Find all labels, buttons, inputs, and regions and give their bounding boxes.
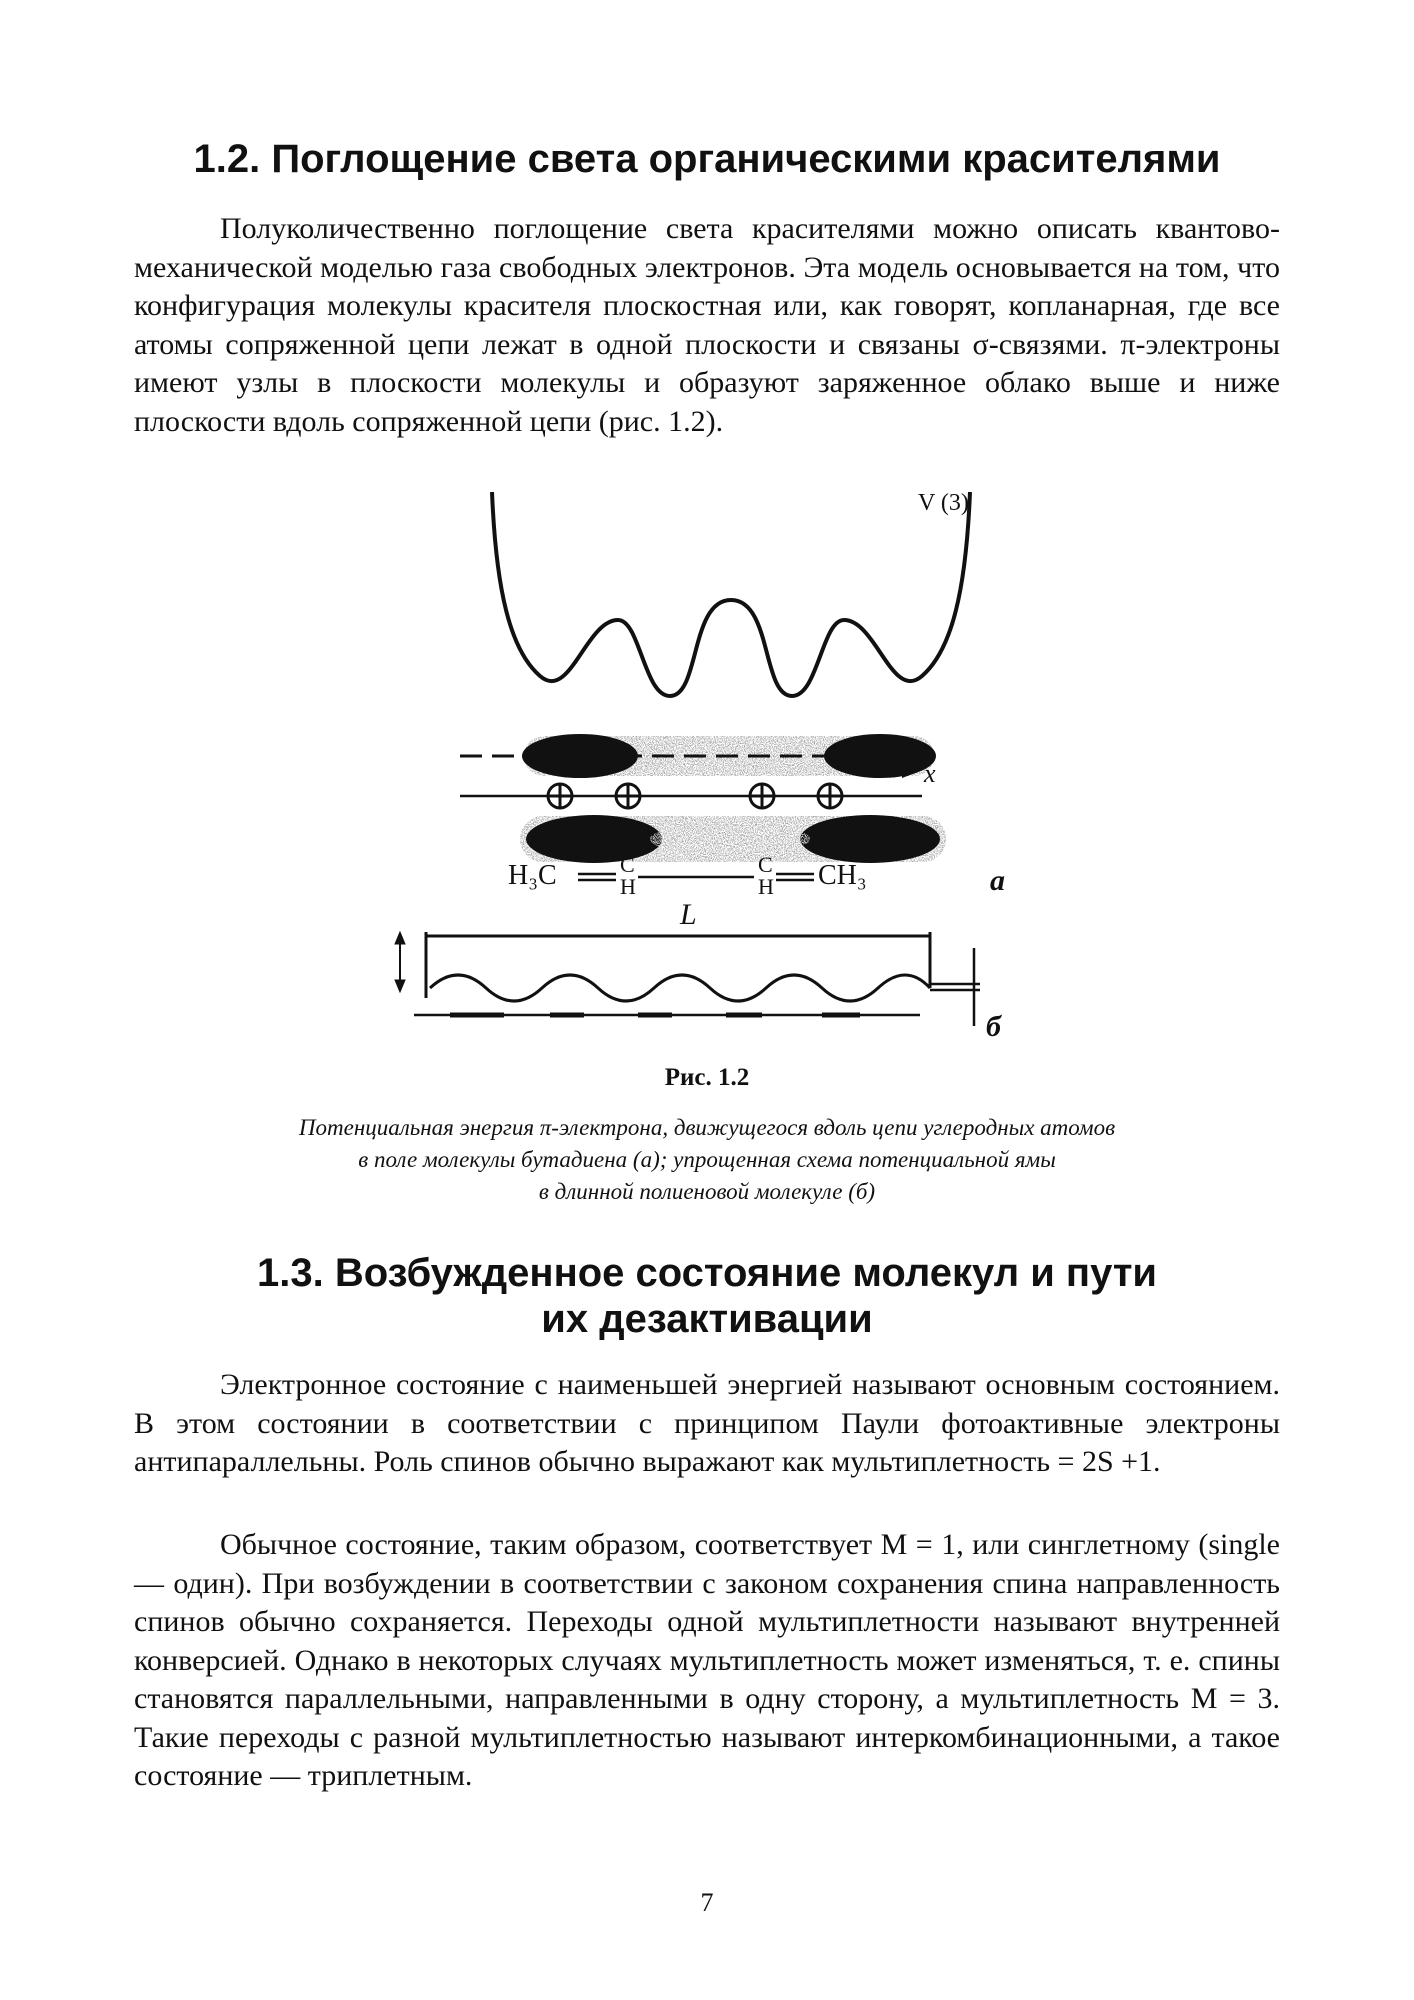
caption-line: в длинной полиеновой молекуле (б) [538,1179,876,1204]
panel-label-b: б [986,1010,1001,1040]
panel-label-a: а [990,864,1005,897]
svg-text:CH₃: CH₃ [818,860,867,891]
caption-line: Потенциальная энергия π-электрона, движущегося вдоль цепи углеродных атомов [298,1115,1116,1140]
section-1-3-paragraph-1: Электронное состояние с наименьшей энергией называют основным состоянием. В этом состоянии в соответствии с принципом Паули фотоактивные электроны антипараллельны. Роль спинов обычно выражают как мультиплетность = 2S +1. [134,1368,1280,1478]
section-1-3-heading-line2: их дезактивации [541,1297,873,1341]
svg-text:C: C [758,852,773,877]
section-1-2-heading: 1.2. Поглощение света органическими красителями [193,137,1221,181]
svg-text:C: C [620,852,635,877]
section-1-3-heading-line1: 1.3. Возбужденное состояние молекул и пути [256,1251,1158,1295]
lower-electron-cloud [520,815,946,863]
section-1-3-paragraph-2: Обычное состояние, таким образом, соответствует M = 1, или синглетному (single — один). При возбуждении в соответствии с законом сохранения спина направленность спинов обычно сохраняется. Переходы одной мультиплетности называют внутренней конверсией. Однако в некоторых случаях мультиплетность может изменяться, т. е. спины становятся параллельными, направленными в одну сторону, а мультиплетность M = 3. Такие переходы с разной мультиплетностью называют интеркомбинационными, а такое состояние — триплетным. [134,1528,1280,1792]
length-label: L [680,898,697,931]
section-1-3-heading [130,1250,1284,1342]
svg-text:H: H [758,874,774,899]
svg-text:H: H [620,874,636,899]
svg-text:H₃C: H₃C [508,860,557,891]
potential-label: V (3) [918,490,969,516]
figure-caption [180,1112,1234,1208]
figure-1-2 [370,470,1050,1040]
simplified-potential-well [395,932,980,1026]
x-axis-label: x [924,759,936,788]
potential-curve [492,492,970,696]
figure-number: Рис. 1.2 [664,1064,750,1091]
page-number: 7 [700,1888,714,1917]
caption-line: в поле молекулы бутадиена (а); упрощенная схема потенциальной ямы [358,1147,1056,1172]
section-1-2-paragraph: Полуколичественно поглощение света красителями можно описать квантово-механической моделью газа свободных электронов. Эта модель основывается на том, что конфигурация молекулы красителя плоскостная или, как говорят, копланарная, где все атомы сопряженной цепи лежат в одной плоскости и связаны σ-связями. π-электроны имеют узлы в плоскости молекулы и образуют заряженное облако выше и ниже плоскости вдоль сопряженной цепи (рис. 1.2). [134,212,1280,438]
